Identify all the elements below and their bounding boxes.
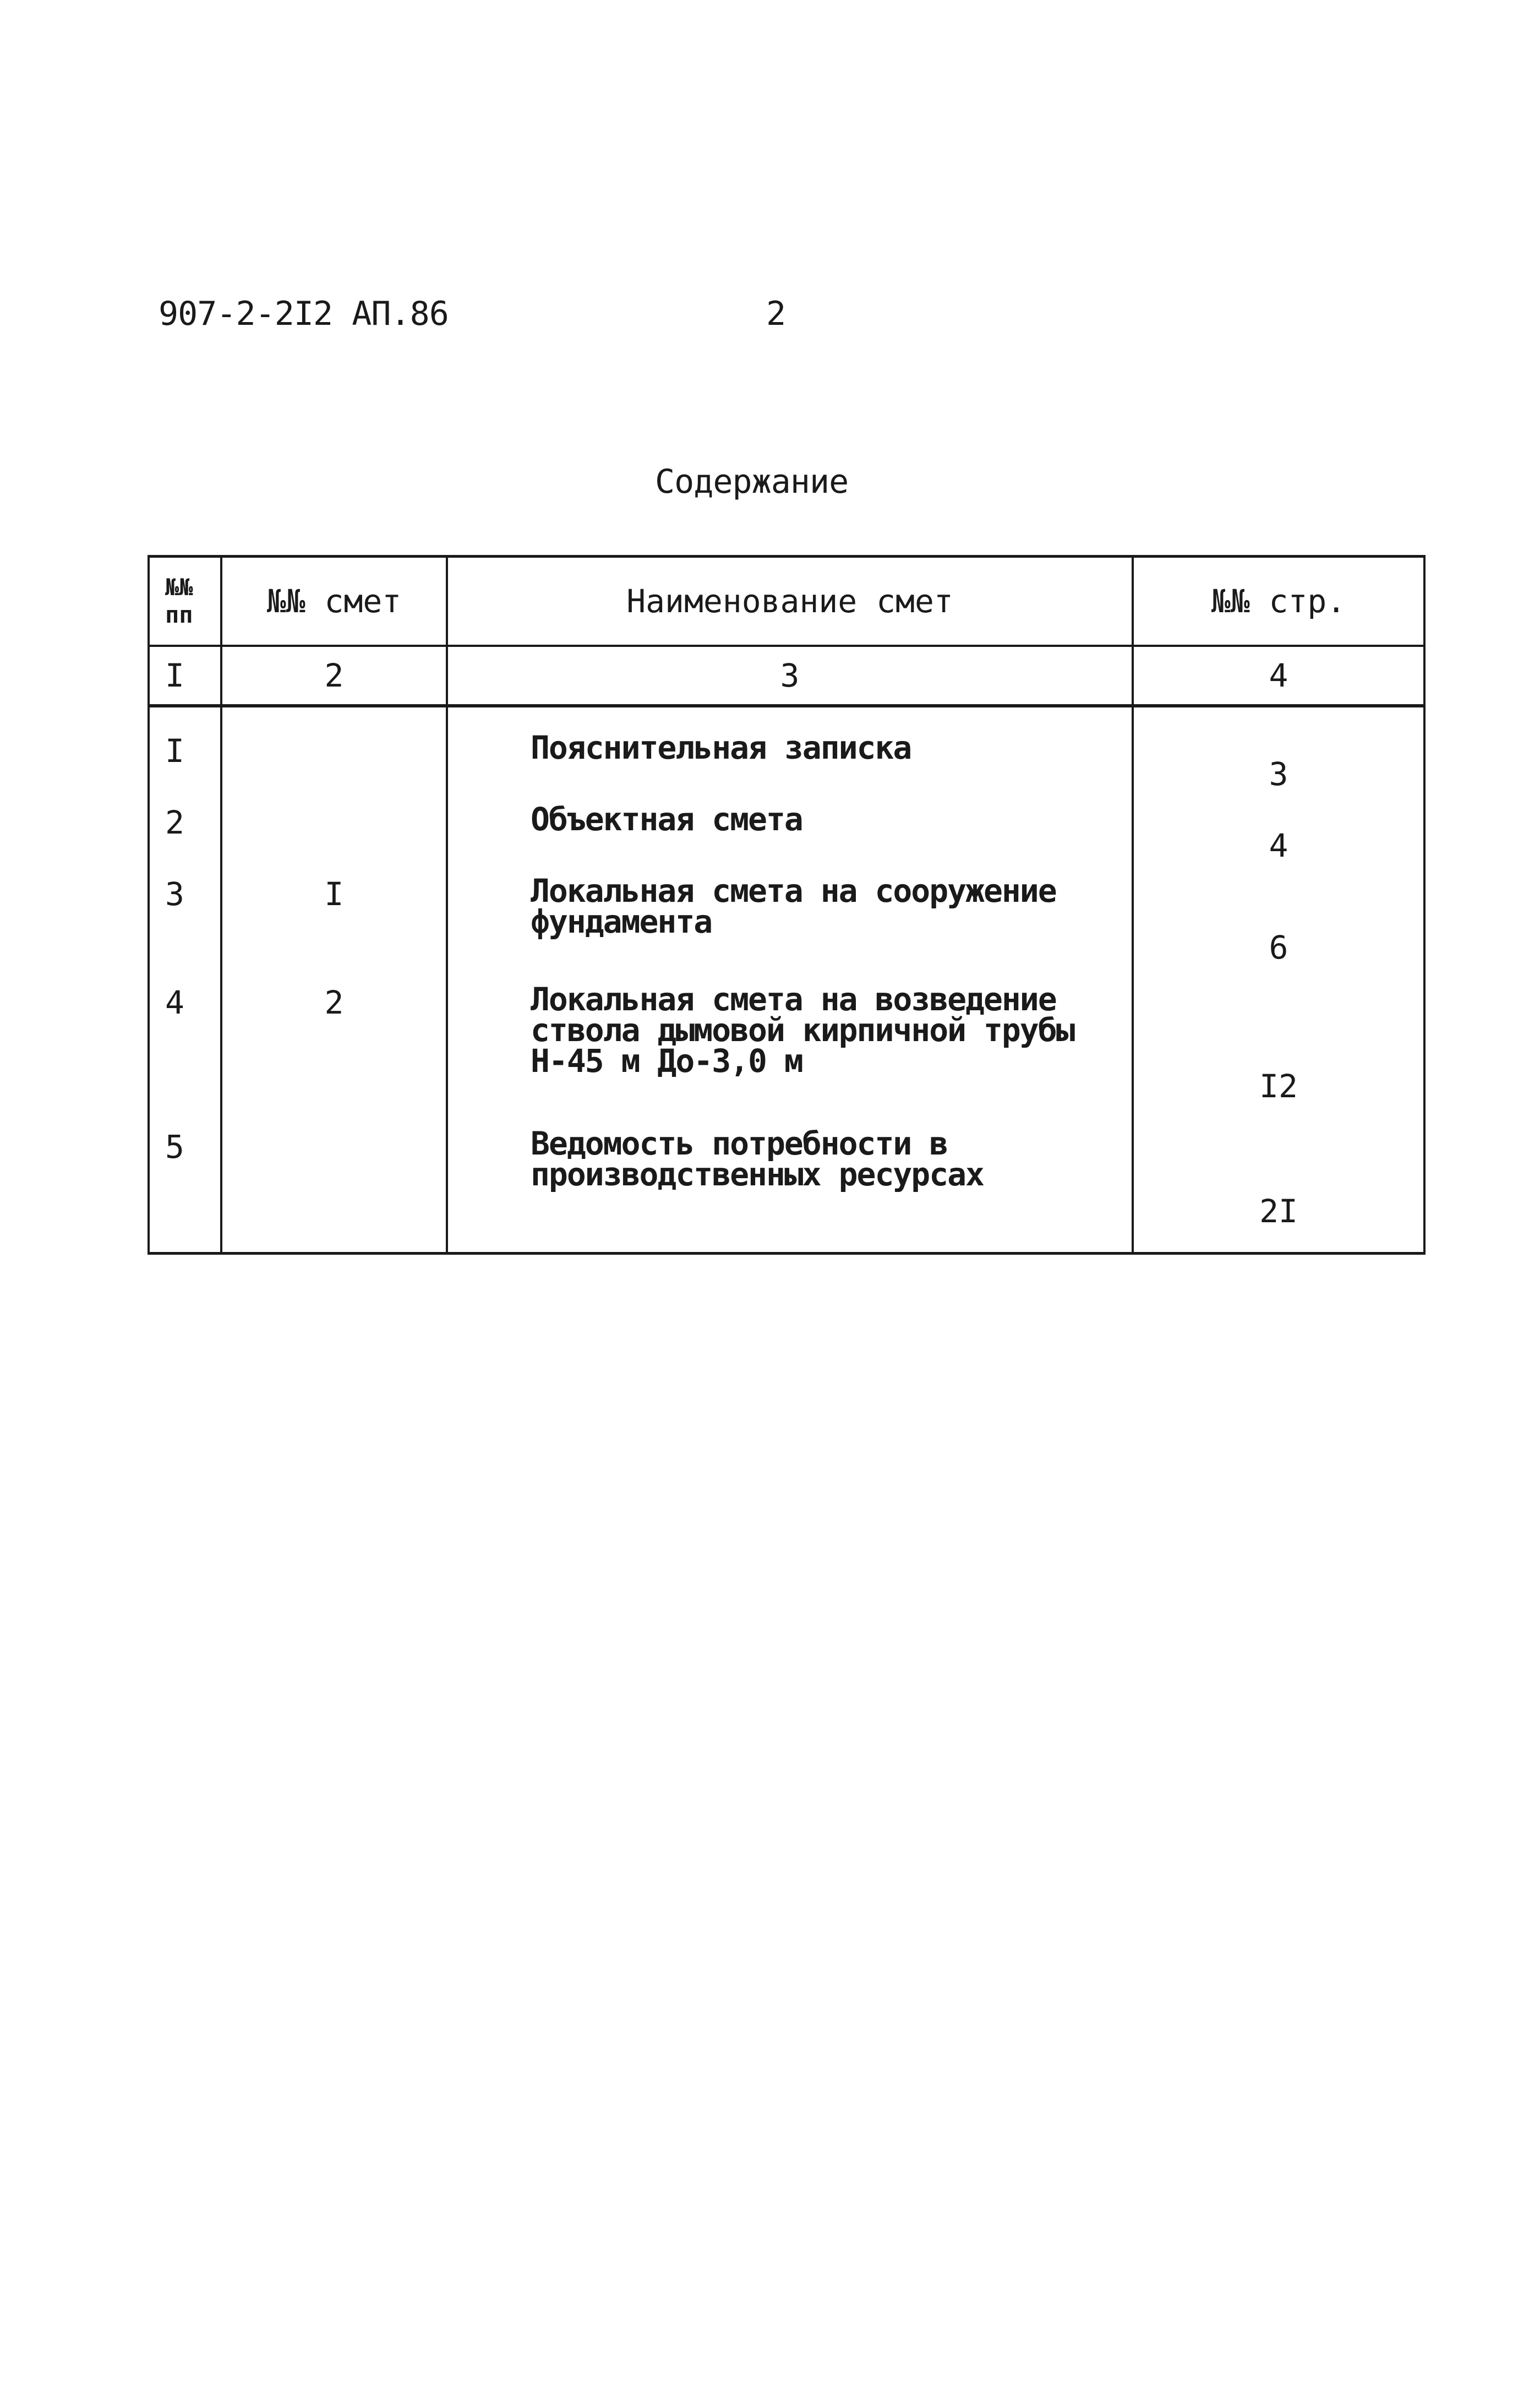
row-number: 4 <box>149 984 221 1128</box>
row-estimate-number <box>221 1128 447 1254</box>
column-header-estimate-name: Наименование смет <box>447 557 1133 646</box>
row-estimate-number: 2 <box>221 984 447 1128</box>
contents-table <box>148 555 1426 1255</box>
table-row <box>149 804 1424 875</box>
row-page-number: 6 <box>1133 875 1424 984</box>
page-number: 2 <box>766 295 787 333</box>
table-row <box>149 706 1424 804</box>
row-estimate-number <box>221 804 447 875</box>
row-estimate-number: I <box>221 875 447 984</box>
row-estimate-name: Пояснительная записка <box>447 706 1133 804</box>
column-header-page-number: №№ стр. <box>1133 557 1424 646</box>
row-page-number: 3 <box>1133 706 1424 804</box>
row-number: 3 <box>149 875 221 984</box>
column-header-item-number: №№ пп <box>149 557 221 646</box>
column-header-estimate-number: №№ смет <box>221 557 447 646</box>
row-number: 2 <box>149 804 221 875</box>
column-index: 2 <box>221 646 447 706</box>
row-page-number: 2I <box>1133 1128 1424 1254</box>
page-title: Содержание <box>655 462 849 501</box>
column-index-row <box>149 646 1424 706</box>
row-estimate-name: Объектная смета <box>447 804 1133 875</box>
row-number: I <box>149 706 221 804</box>
table-row <box>149 1128 1424 1254</box>
row-page-number: I2 <box>1133 984 1424 1128</box>
row-estimate-name: Локальная смета на возведение ствола дымовой кирпичной трубы Н-45 м До-3,0 м <box>447 984 1133 1128</box>
column-index: 3 <box>447 646 1133 706</box>
table-row <box>149 875 1424 984</box>
table-header-row <box>149 557 1424 646</box>
column-index: I <box>149 646 221 706</box>
row-estimate-name: Локальная смета на сооружение фундамента <box>447 875 1133 984</box>
row-number: 5 <box>149 1128 221 1254</box>
table-row <box>149 984 1424 1128</box>
column-index: 4 <box>1133 646 1424 706</box>
document-code: 907-2-2I2 АП.86 <box>159 295 449 333</box>
row-page-number: 4 <box>1133 804 1424 875</box>
row-estimate-name: Ведомость потребности в производственных ресурсах <box>447 1128 1133 1254</box>
row-estimate-number <box>221 706 447 804</box>
